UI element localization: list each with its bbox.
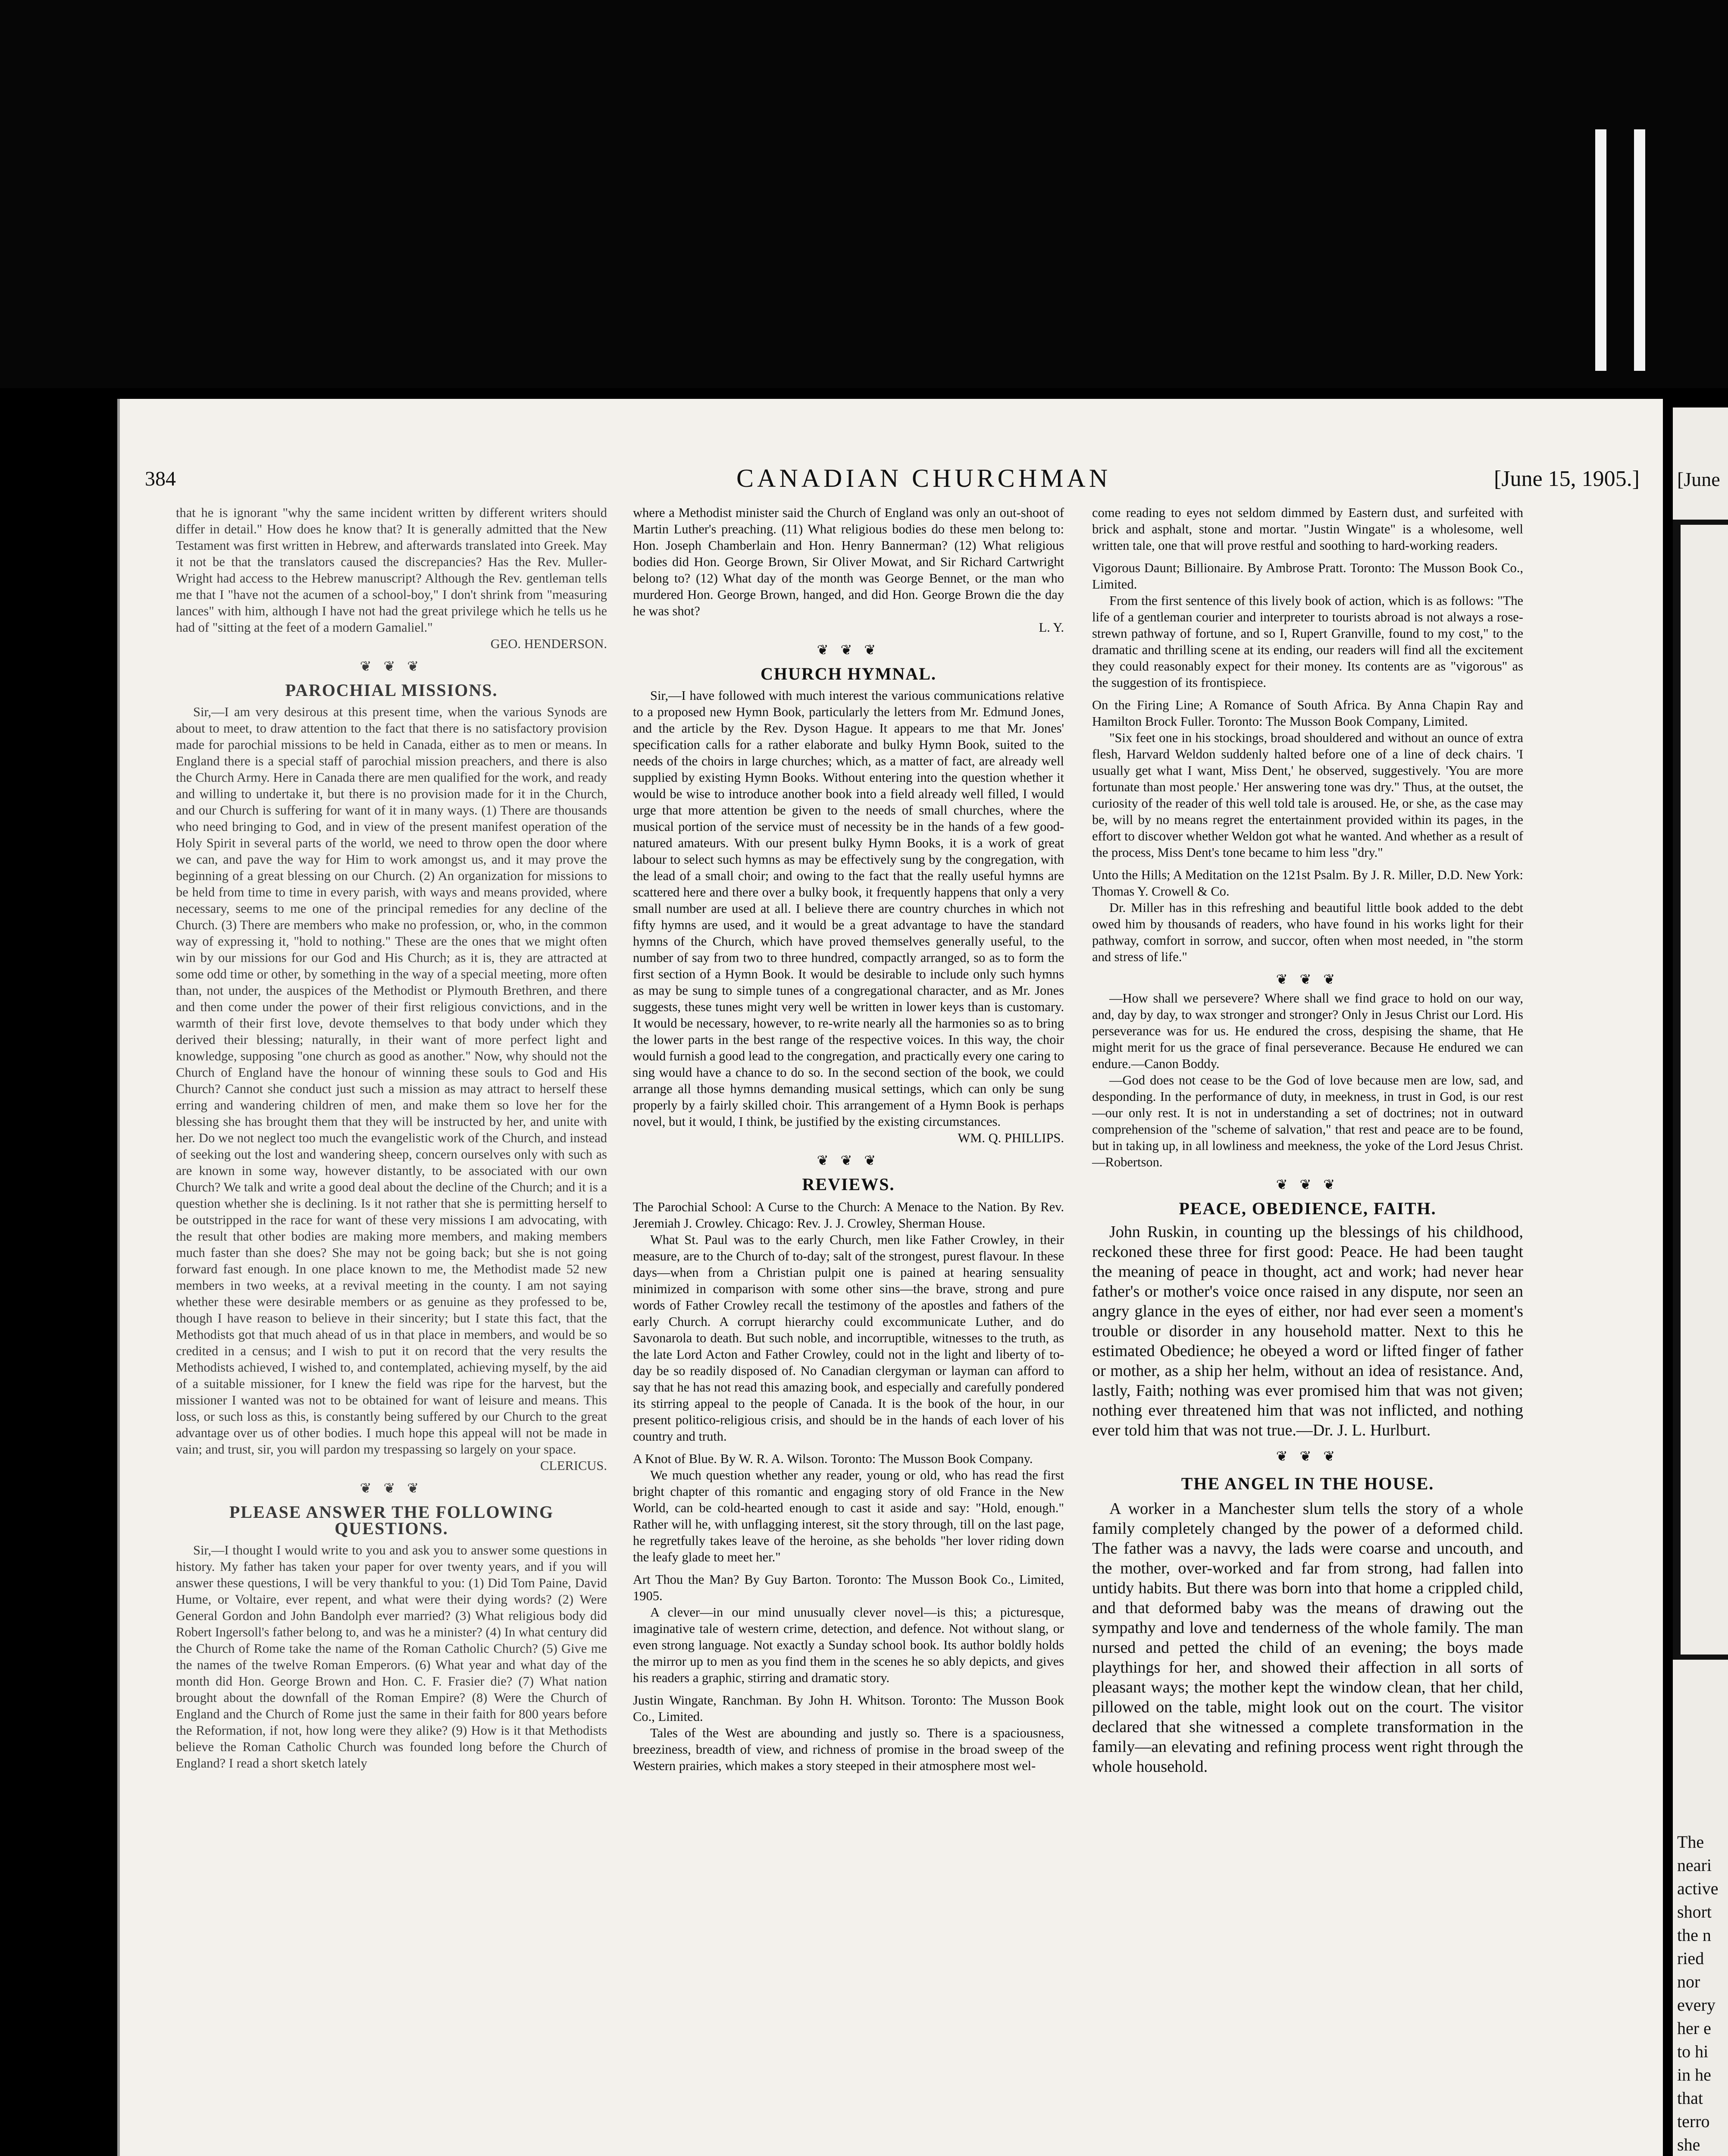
article-body: Sir,—I have followed with much interest the various communications relative to a proposed new Hymn Book, particularly the letters from Mr. Edmund Jones, and the article by the Rev. Dyson Hague. It appears to me that Mr. Jones' specification calls for a rather elaborate and bulky Hymn Book, suited to the needs of the choirs in large churches; which, as a matter of fact, are already well supplied by existing Hymn Books. Without entering into the question whether it would be wise to introduce another book into a field already well filled, I would urge that more attention be given to the needs of small churches, where the musical portion of the service must of necessity be in the hands of a few good-natured amateurs. With our present bulky Hymn Books, it is a work of great labour to select such hymns as may be effectively sung by the congregation, with the lead of a small choir; and owing to the fact that the really useful hymns are scattered here and there over a bulky book, it frequently happens that only a very small number are used at all. I believe there are country churches in which not fifty hymns are used, and it would be a great advantage to have the standard hymns of the Church, which have proved themselves generally useful, to the number of say from two to three hundred, compactly arranged, so as to form the first section of a Hymn Book. It would be desirable to include only such hymns as may be sung to simple tunes of a congregational character, and as Mr. Jones suggests, these tunes might very well be written in lower keys than is customary. It would be necessary, however, to re-write nearly all the harmonies so as to bring the lower parts in the best range of the respective voices. In this way, the choir would furnish a good lead to the congregation, and practically every one caring to sing would have a chance to do so. In the second section of the book, we could arrange all those hymns demanding musical settings, which can only be sung properly by a fairly skilled choir. This arrangement of a Hymn Book is perhaps novel, but it would, I think, be justified by the existing circumstances.: [633, 688, 1064, 1129]
adjacent-page-fragment: in he: [1677, 2065, 1711, 2084]
adjacent-page-fragment: ried: [1677, 1949, 1704, 1968]
scanner-bar-right: [1634, 129, 1645, 371]
adjacent-page-fragment: she: [1677, 2135, 1700, 2154]
ornament: ❦ ❦ ❦: [1276, 971, 1340, 987]
article-body: A worker in a Manchester slum tells the story of a whole family completely changed by the power of a deformed child. The father was a navvy, the lads were coarse and uncouth, and the mother, over-worked and far from strong, had fallen into untidy habits. But there was born into that home a crippled child, and that deformed baby was the means of drawing out the sympathy and love and tenderness of the whole family. The man nursed and petted the child of an evening; the boys made playthings for her, and showed their affection in all sorts of pleasant ways; the mother kept the window clean, that her child, pillowed on the table, might look out on the court. The visitor declared that she witnessed a complete transformation in the family—an elevating and refining process went right through the whole household.: [1092, 1500, 1523, 1776]
newspaper-page: [117, 399, 1665, 2156]
adjacent-page-fragment: active: [1677, 1879, 1719, 1898]
adjacent-page-fragment: The: [1677, 1832, 1704, 1852]
signature: CLERICUS.: [540, 1458, 607, 1473]
article-title: CHURCH HYMNAL.: [761, 664, 936, 683]
quotation: —How shall we persevere? Where shall we find grace to hold on our way, and, day by day, to wax stronger and stronger? Only in Jesus Christ our Lord. His perseverance was for us. He endured the cross, despising the shame, that He might merit for us the grace of final perseverance. Because He endured we can endure.—Canon Boddy.: [1092, 991, 1523, 1071]
column-1: [176, 505, 607, 1771]
review-body: What St. Paul was to the early Church, men like Father Crowley, in their measure, are to the Church of to-day; salt of the strongest, purest flavour. In these days—when from a Christian pulpit one is pained at hearing sensuality minimized in comparison with some other sins—the brave, strong and pure words of Father Crowley recall the testimony of the apostles and fathers of the early Church. A corrupt hierarchy could excommunicate Luther, and do Savonarola to death. But such noble, and incorruptible, witnesses to the truth, as the late Lord Acton and Father Crowley, could not in the light and liberty of to-day be so readily disposed of. No Canadian clergyman or layman can afford to say that he has not read this amazing book, and especially and carefully pondered its stirring appeal to the people of Canada. It is the book of the hour, in our present politico-religious crisis, and should be in the hands of each lover of his country and truth.: [633, 1232, 1064, 1444]
letter-continuation: where a Methodist minister said the Church of England was only an out-shoot of Martin Luther's preaching. (11) What religious bodies do these men belong to: Hon. Joseph Chamberlain and Hon. Henry Bannerman? (12) What religious bodies did Hon. George Brown, Sir Oliver Mowat, and Sir Richard Cartwright belong to? (12) What day of the month was George Bennet, or the man who murdered Hon. George Brown, hanged, and did Hon. George Brown die the day he was shot?: [633, 505, 1064, 618]
review-book-title: On the Firing Line; A Romance of South Africa. By Anna Chapin Ray and Hamilton Brock Fuller. Toronto: The Musson Book Company, Limited.: [1092, 698, 1523, 729]
article-body: John Ruskin, in counting up the blessings of his childhood, reckoned these three for first good: Peace. He had been taught the meaning of peace in thought, act and work; had never hear father's or mother's voice once raised in any dispute, nor seen an angry glance in the eyes of either, nor had ever seen a moment's trouble or disorder in any household matter. Next to this he estimated Obedience; he obeyed a word or lifted finger of father or mother, as a ship her helm, without an idea of resistance. And, lastly, Faith; nothing was ever promised him that was not given; nothing ever threatened him that was not inflicted, and nothing ever told him that was not true.—Dr. J. L. Hurlburt.: [1092, 1223, 1523, 1439]
issue-date: [June 15, 1905.]: [1494, 467, 1640, 491]
review-book-title: Justin Wingate, Ranchman. By John H. Whitson. Toronto: The Musson Book Co., Limited.: [633, 1693, 1064, 1724]
adjacent-page-fragment: every: [1677, 1995, 1715, 2015]
adjacent-page-date: [June: [1677, 468, 1720, 490]
review-body: Dr. Miller has in this refreshing and beautiful little book added to the debt owed him by thousands of readers, who have found in his works light for their pathway, comfort in sorrow, and succor, often when most needed, in "the storm and stress of life.": [1092, 900, 1523, 964]
adjacent-page-fragment: nor: [1677, 1972, 1700, 1991]
article-title: PEACE, OBEDIENCE, FAITH.: [1179, 1199, 1437, 1218]
review-book-title: The Parochial School: A Curse to the Church: A Menace to the Nation. By Rev. Jeremiah J. Crowley. Chicago: Rev. J. J. Crowley, Sherman House.: [633, 1200, 1064, 1231]
review-book-title: Vigorous Daunt; Billionaire. By Ambrose Pratt. Toronto: The Musson Book Co., Limited.: [1092, 561, 1523, 592]
review-body: From the first sentence of this lively book of action, which is as follows: "The life of a gentleman courier and interpreter to tourists abroad is not always a rose-strewn pathway of fortune, and so I, Rupert Granville, found to my cost," to the dramatic and thrilling scene at its ending, our readers will find all the excitement they could reasonably expect for their money. Its contents are as "vigorous" as the suggestion of its frontispiece.: [1092, 593, 1523, 690]
ornament: ❦ ❦ ❦: [817, 1153, 880, 1168]
review-body: "Six feet one in his stockings, broad shouldered and without an ounce of extra flesh, Harvard Weldon suddenly halted before one of a line of deck chairs. 'I usually get what I want, Miss Dent,' he observed, suggestively. 'You are more fortunate than most people.' Her answering tone was dry." Thus, at the outset, the curiosity of the reader of this well told tale is aroused. He, or she, as the case may be, will by no means regret the entertainment provided within its pages, in the effort to discover whether Weldon got what he wanted. And whether as a result of the process, Miss Dent's tone became to him less "dry.": [1092, 730, 1523, 860]
ornament: ❦ ❦ ❦: [360, 1480, 423, 1496]
column-3: [1092, 505, 1523, 1777]
signature: WM. Q. PHILLIPS.: [958, 1131, 1064, 1145]
page-gutter-shadow: [1663, 399, 1673, 2156]
page-number: 384: [145, 467, 176, 490]
adjacent-page: [1673, 407, 1728, 2156]
review-book-title: A Knot of Blue. By W. R. A. Wilson. Toronto: The Musson Book Company.: [633, 1451, 1033, 1466]
adjacent-page-fragment: neari: [1677, 1855, 1712, 1875]
column-2: [633, 505, 1064, 1774]
signature: GEO. HENDERSON.: [490, 636, 607, 651]
review-book-title: Unto the Hills; A Meditation on the 121st Psalm. By J. R. Miller, D.D. New York: Thomas Y. Crowell & Co.: [1092, 868, 1523, 899]
advertisement-frame: [1673, 520, 1728, 1660]
ornament: ❦ ❦ ❦: [817, 642, 880, 658]
ornament: ❦ ❦ ❦: [1276, 1177, 1340, 1192]
adjacent-page-fragment: terro: [1677, 2112, 1710, 2131]
article-title: THE ANGEL IN THE HOUSE.: [1181, 1474, 1434, 1493]
scanner-bar-left: [1595, 129, 1606, 371]
ornament: ❦ ❦ ❦: [1276, 1448, 1340, 1464]
review-body: We much question whether any reader, young or old, who has read the first bright chapter of this romantic and engaging story of old France in the New World, can be cold-hearted enough to cast it aside and say: "Hold, enough." Rather will he, with unflagging interest, sit the story through, till on the last page, he regretfully takes leave of the heroine, as she beholds "her lover riding down the leafy glade to meet her.": [633, 1468, 1064, 1564]
adjacent-page-fragment: her e: [1677, 2018, 1711, 2038]
review-body: Tales of the West are abounding and justly so. There is a spaciousness, breeziness, breadth of view, and richness of promise in the broad sweep of the Western prairies, which makes a story steeped in their atmosphere most wel-: [633, 1726, 1064, 1773]
signature: L. Y.: [1039, 620, 1064, 635]
quotation: —God does not cease to be the God of love because men are low, sad, and desponding. In the performance of duty, in meekness, in trust in God, is our rest—our only rest. It is not in understanding a set of doctrines; not in outward comprehension of the "scheme of salvation," that rest and peace are to be found, but in taking up, in all lowliness and meekness, the yoke of the Lord Jesus Christ.—Robertson.: [1092, 1073, 1523, 1169]
article-title: PAROCHIAL MISSIONS.: [285, 680, 498, 700]
article-body: Sir,—I thought I would write to you and ask you to answer some questions in history. My father has taken your paper for over twenty years, and if you will answer these questions, I will be very thankful to you: (1) Did Tom Paine, David Hume, or Voltaire, ever repent, and what were their dying words? (2) Were General Gordon and John Bandolph ever married? (3) What religious body did Robert Ingersoll's father belong to, and was he a minister? (4) In what century did the Church of Rome take the name of the Roman Catholic Church? (5) Give me the names of the twelve Roman Emperors. (6) What year and what day of the month did Hon. George Brown and Hon. C. F. Frasier die? (7) What nation brought about the downfall of the Roman Empire? (8) Were the Church of England and the Church of Rome just the same in their faith for 800 years before the Reformation, if not, how long were they alike? (9) How is it that Methodists believe the Roman Catholic Church was founded long before the Church of England? I read a short sketch lately: [176, 1543, 607, 1771]
ornament: ❦ ❦ ❦: [360, 658, 423, 674]
review-book-title: Art Thou the Man? By Guy Barton. Toronto: The Musson Book Co., Limited, 1905.: [633, 1572, 1064, 1603]
letter-continuation: that he is ignorant "why the same incident written by different writers should differ in detail." How does he know that? It is generally admitted that the New Testament was first written in Hebrew, and afterwards translated into Greek. May it not be that the translators caused the discrepancies? Has the Rev. Muller-Wright had access to the Hebrew manuscript? Although the Rev. gentleman tells me that I "have not the acumen of a school-boy," I don't shrink from "measuring lances" with him, although I have not had the great privilege which he tells us he had of "sitting at the feet of a modern Gamaliel.": [176, 505, 607, 635]
section-title: REVIEWS.: [802, 1175, 895, 1194]
adjacent-page-fragment: that: [1677, 2088, 1703, 2108]
adjacent-page-fragment: the n: [1677, 1925, 1711, 1945]
review-body: A clever—in our mind unusually clever novel—is this; a picturesque, imaginative tale of western crime, detection, and defence. Not without slang, or even strong language. Not exactly a Sunday school book. Its author boldly holds the mirror up to men as you find them in the scenes he so ably depicts, and gives his readers a graphic, stirring and dramatic story.: [633, 1605, 1064, 1685]
masthead: CANADIAN CHURCHMAN: [736, 464, 1111, 492]
adjacent-page-fragment: short: [1677, 1902, 1712, 1921]
adjacent-page-fragment: to hi: [1677, 2042, 1709, 2061]
article-body: Sir,—I am very desirous at this present time, when the various Synods are about to meet, to draw attention to the fact that there is no satisfactory provision made for parochial missions to be held in Canada, either as to men or means. In England there is a special staff of parochial mission preachers, and there is also the Church Army. Here in Canada there are men qualified for the work, and ready and willing to undertake it, but there is no provision made for it in the Church, and our Church is suffering for want of it in many ways. (1) There are thousands who need bringing to God, and in view of the present manifest operation of the Holy Spirit in several parts of the world, we need to throw open the door where we can, and pave the way for Him to work amongst us, and it may prove the beginning of a great blessing on our Church. (2) An organization for missions to be held from time to time in every parish, with ways and means provided, where necessary, seems to me one of the principal remedies for any decline of the Church. (3) There are members who make no profession, or, who, in the common way of expressing it, "hold to nothing." These are the ones that we might often win by our missions for our God and His Church; as it is, they are attracted at some odd time or other, by something in the way of a special meeting, more often than, not under, the auspices of the Methodist or Plymouth Brethren, and there and then come under the power of their first religious convictions, and in the warmth of their first love, devote themselves to that body under which they derived their blessing; naturally, in their want of more perfect light and knowledge, supposing "one church as good as another." Now, why should not the Church of England have the honour of winning these souls to God and His Church? Cannot she conduct just such a mission as may attract to herself these erring and wandering children of men, and make them so love her for the blessing she has brought them that they will be instructed by her, and unite with her. Do we not neglect too much the evangelistic work of the Church, and instead of seeking out the lost and wandering sheep, concern ourselves only with such as are known in some way, however distantly, to be associated with our own Church? We talk and write a good deal about the decline of the Church; and it is a question whether she is declining. Is it not rather that she is permitting herself to be outstripped in the race for want of these very missions I am advocating, with the result that other bodies are making more members, and making members much faster than she does? She may not be going back; but she is not going forward fast enough. In one place known to me, the Methodist made 52 new members in two weeks, at a revival meeting in the county. I am not saying whether these were desirable members or as genuine as they professed to be, though I have reason to believe in their sincerity; but I state this fact, that the Methodists got that much ahead of us in that place in members, and would be so credited in a census; and I wish to put it on record that the very results the Methodists achieved, I wished to, and contemplated, achieving myself, by the aid of a suitable missioner, for I knew the field was ripe for the harvest, but the missioner I wanted was not to be obtained for want of leisure and means. This loss, or such loss as this, is constantly being suffered by our Church to the great advantage over us of other bodies. I much hope this appeal will not be made in vain; and trust, sir, you will pardon my trespassing so largely on your space.: [176, 705, 607, 1457]
article-title: PLEASE ANSWER THE FOLLOWING QUESTIONS.: [229, 1502, 554, 1538]
review-continuation: come reading to eyes not seldom dimmed by Eastern dust, and surfeited with brick and asphalt, stone and mortar. "Justin Wingate" is a wholesome, well written tale, one that will prove restful and soothing to hard-working readers.: [1092, 505, 1523, 553]
scanner-background: [0, 0, 1728, 388]
